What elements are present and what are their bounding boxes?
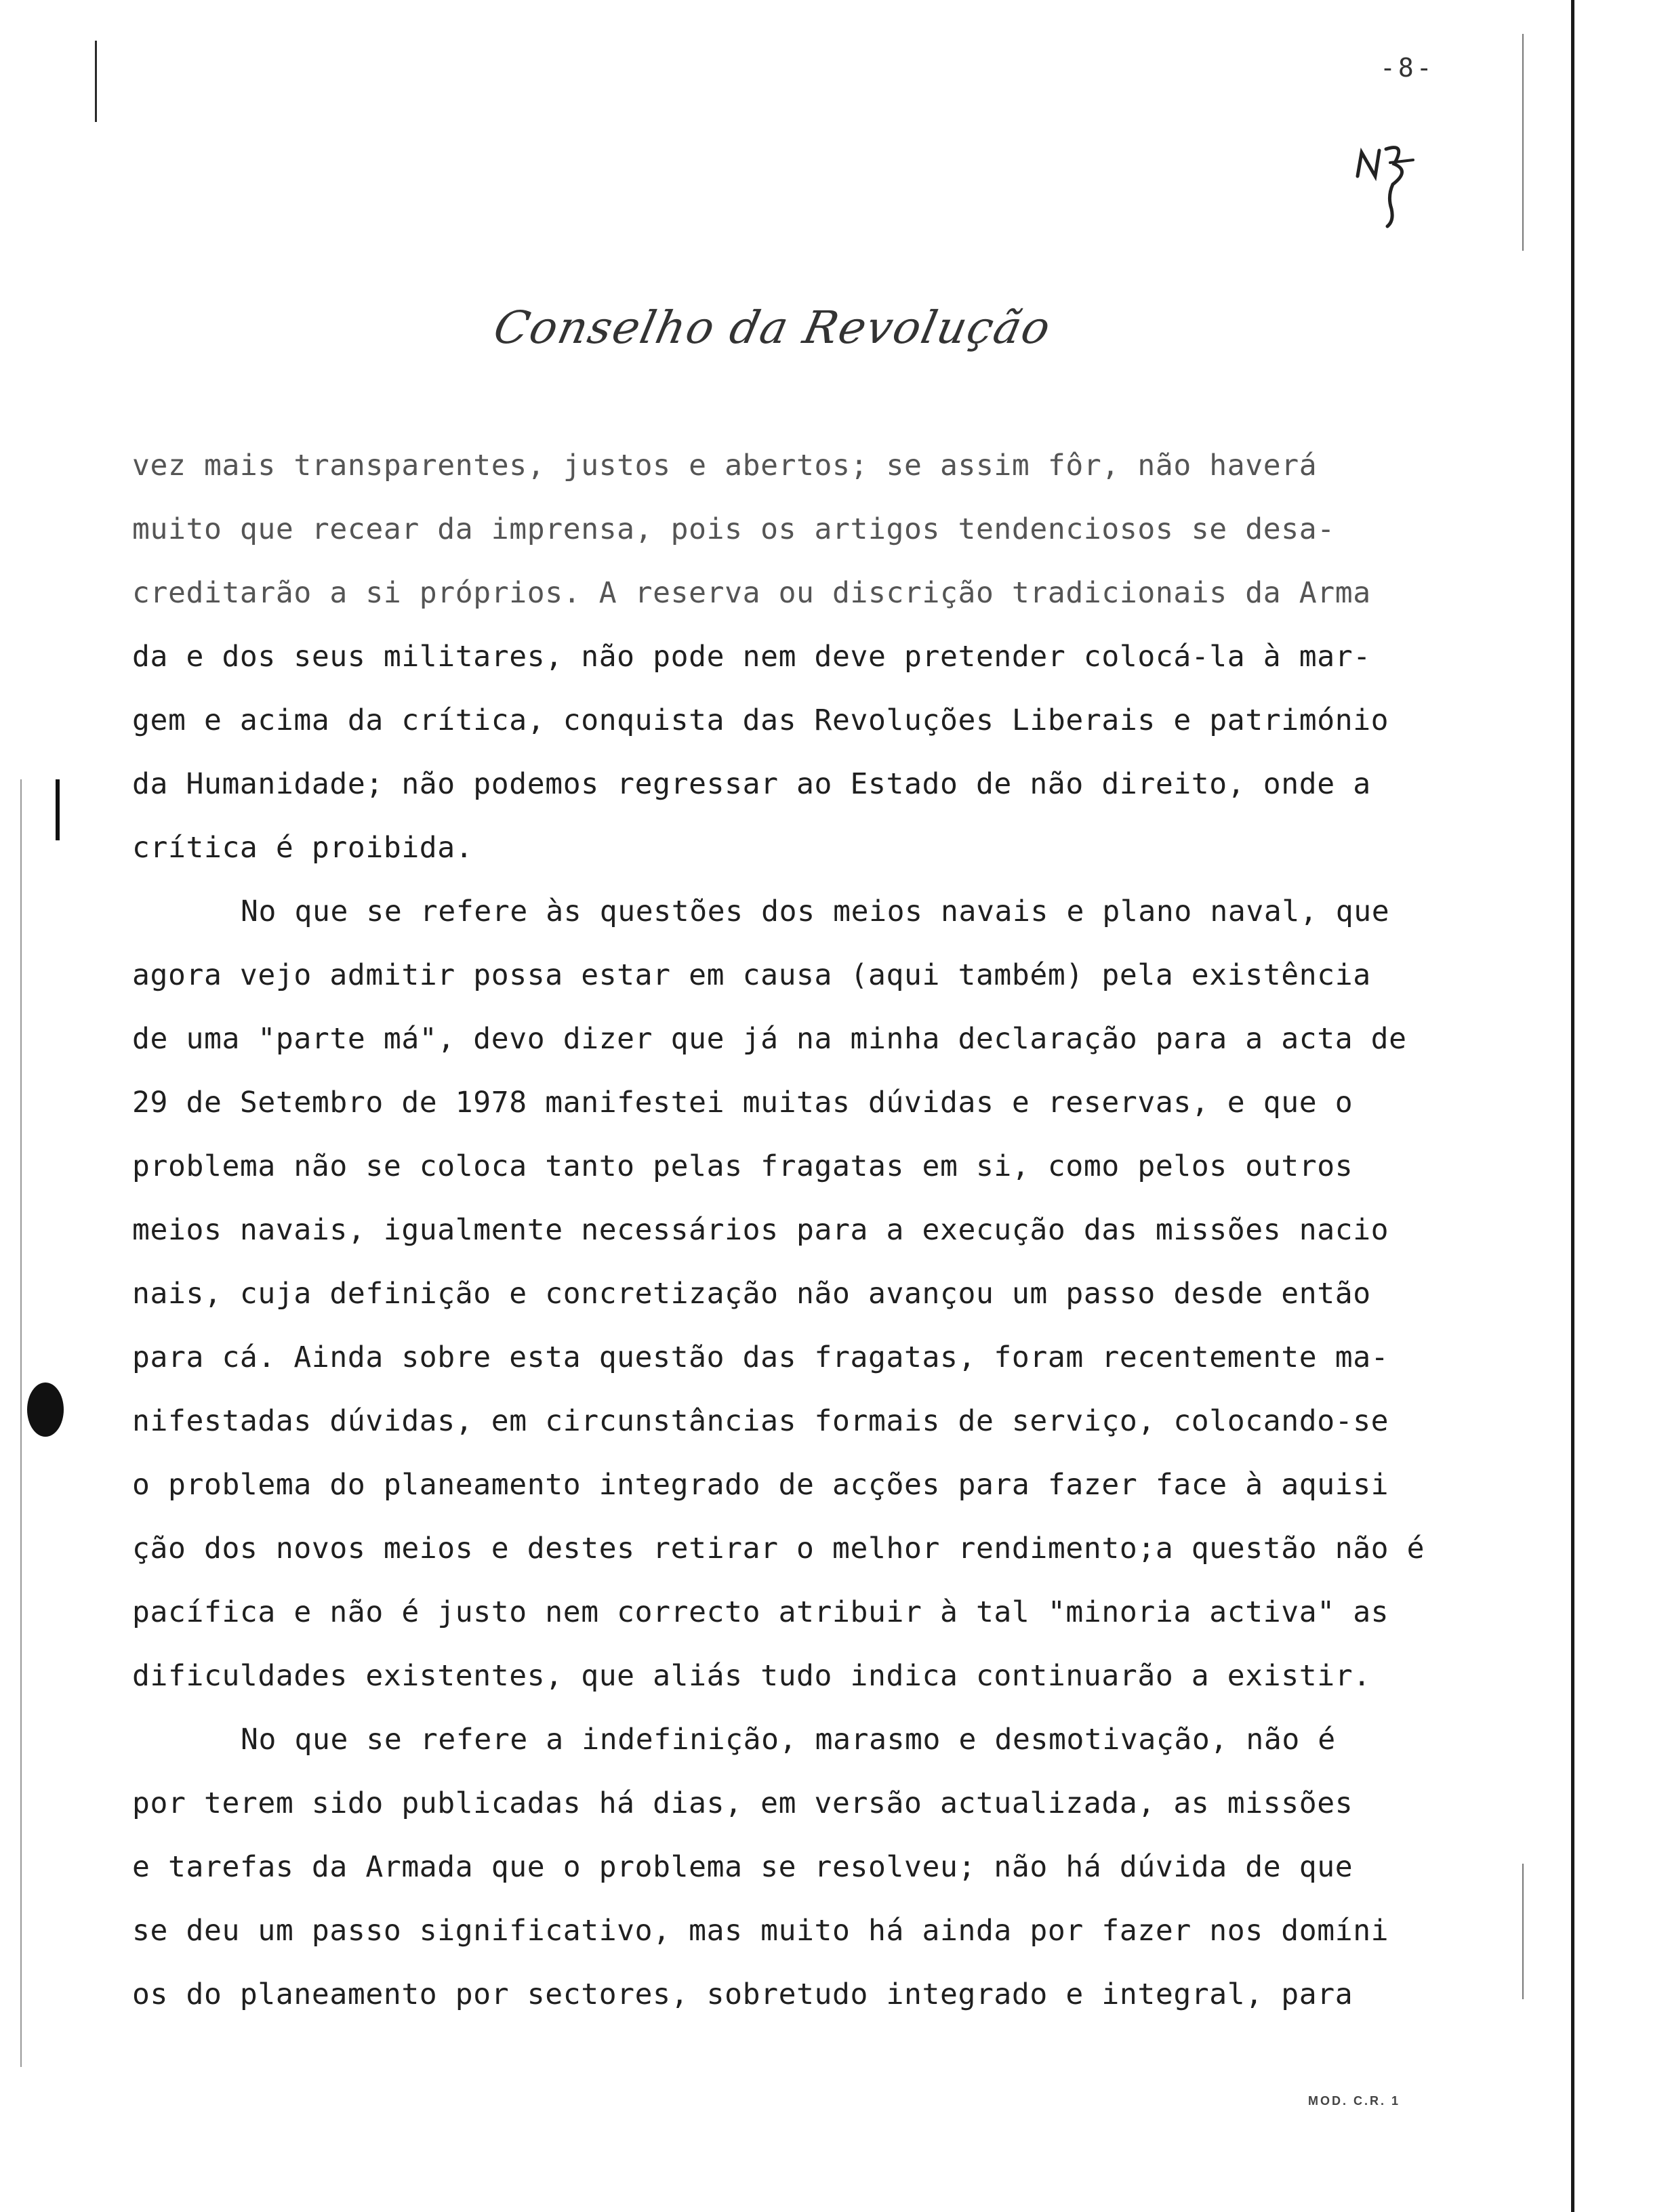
text-line: meios navais, igualmente necessários para a execução das missões nacio [132, 1213, 1389, 1247]
paragraph-3 [132, 1708, 1474, 2026]
text-line: o problema do planeamento integrado de acções para fazer face à aquisi [132, 1468, 1389, 1502]
text-line: muito que recear da imprensa, pois os artigos tendenciosos se desa- [132, 512, 1335, 546]
text-line: dificuldades existentes, que aliás tudo indica continuarão a existir. [132, 1659, 1371, 1693]
text-line: os do planeamento por sectores, sobretudo integrado e integral, para [132, 1978, 1353, 2011]
text-line: pacífica e não é justo nem correcto atribuir à tal "minoria activa" as [132, 1595, 1389, 1629]
text-line: gem e acima da crítica, conquista das Revoluções Liberais e património [132, 703, 1389, 737]
scan-edge-line-left [95, 41, 97, 122]
text-line: de uma "parte má", devo dizer que já na minha declaração para a acta de [132, 1022, 1407, 1056]
page-number: -8- [1380, 53, 1435, 83]
form-code: MOD. C.R. 1 [1308, 2094, 1401, 2108]
scan-edge-line-left-2 [20, 779, 22, 2067]
text-line: nifestadas dúvidas, em circunstâncias formais de serviço, colocando-se [132, 1404, 1389, 1438]
paragraph-2 [132, 880, 1474, 1708]
document-body [132, 434, 1474, 2026]
text-line: No que se refere a indefinição, marasmo e desmotivação, não é [241, 1723, 1336, 1757]
scan-edge-line-right [1571, 0, 1574, 2212]
scan-edge-mark-left [56, 779, 60, 840]
text-line: da Humanidade; não podemos regressar ao Estado de não direito, onde a [132, 767, 1371, 801]
text-line: 29 de Setembro de 1978 manifestei muitas dúvidas e reservas, e que o [132, 1086, 1353, 1120]
text-line: creditarão a si próprios. A reserva ou discrição tradicionais da Arma [132, 576, 1371, 610]
text-line: por terem sido publicadas há dias, em versão actualizada, as missões [132, 1786, 1353, 1820]
handwritten-initials-icon [1352, 136, 1427, 230]
text-line: nais, cuja definição e concretização não avançou um passo desde então [132, 1277, 1371, 1311]
text-line: se deu um passo significativo, mas muito há ainda por fazer nos domíni [132, 1914, 1389, 1948]
scan-edge-line-right-inner [1522, 34, 1524, 251]
punch-hole-mark [27, 1382, 64, 1437]
letterhead: Conselho da Revolução [489, 302, 1057, 354]
text-line: e tarefas da Armada que o problema se resolveu; não há dúvida de que [132, 1850, 1353, 1884]
text-line: vez mais transparentes, justos e abertos; se assim fôr, não haverá [132, 449, 1318, 483]
text-line: problema não se coloca tanto pelas fragatas em si, como pelos outros [132, 1149, 1353, 1183]
paragraph-1 [132, 434, 1474, 880]
text-line: para cá. Ainda sobre esta questão das fragatas, foram recentemente ma- [132, 1340, 1389, 1374]
text-line: agora vejo admitir possa estar em causa (aqui também) pela existência [132, 958, 1371, 992]
scan-edge-line-right-inner-2 [1522, 1864, 1524, 1999]
text-line: da e dos seus militares, não pode nem deve pretender colocá-la à mar- [132, 640, 1371, 674]
text-line: crítica é proibida. [132, 831, 474, 865]
text-line: No que se refere às questões dos meios navais e plano naval, que [241, 895, 1390, 928]
text-line: ção dos novos meios e destes retirar o melhor rendimento;a questão não é [132, 1532, 1425, 1565]
